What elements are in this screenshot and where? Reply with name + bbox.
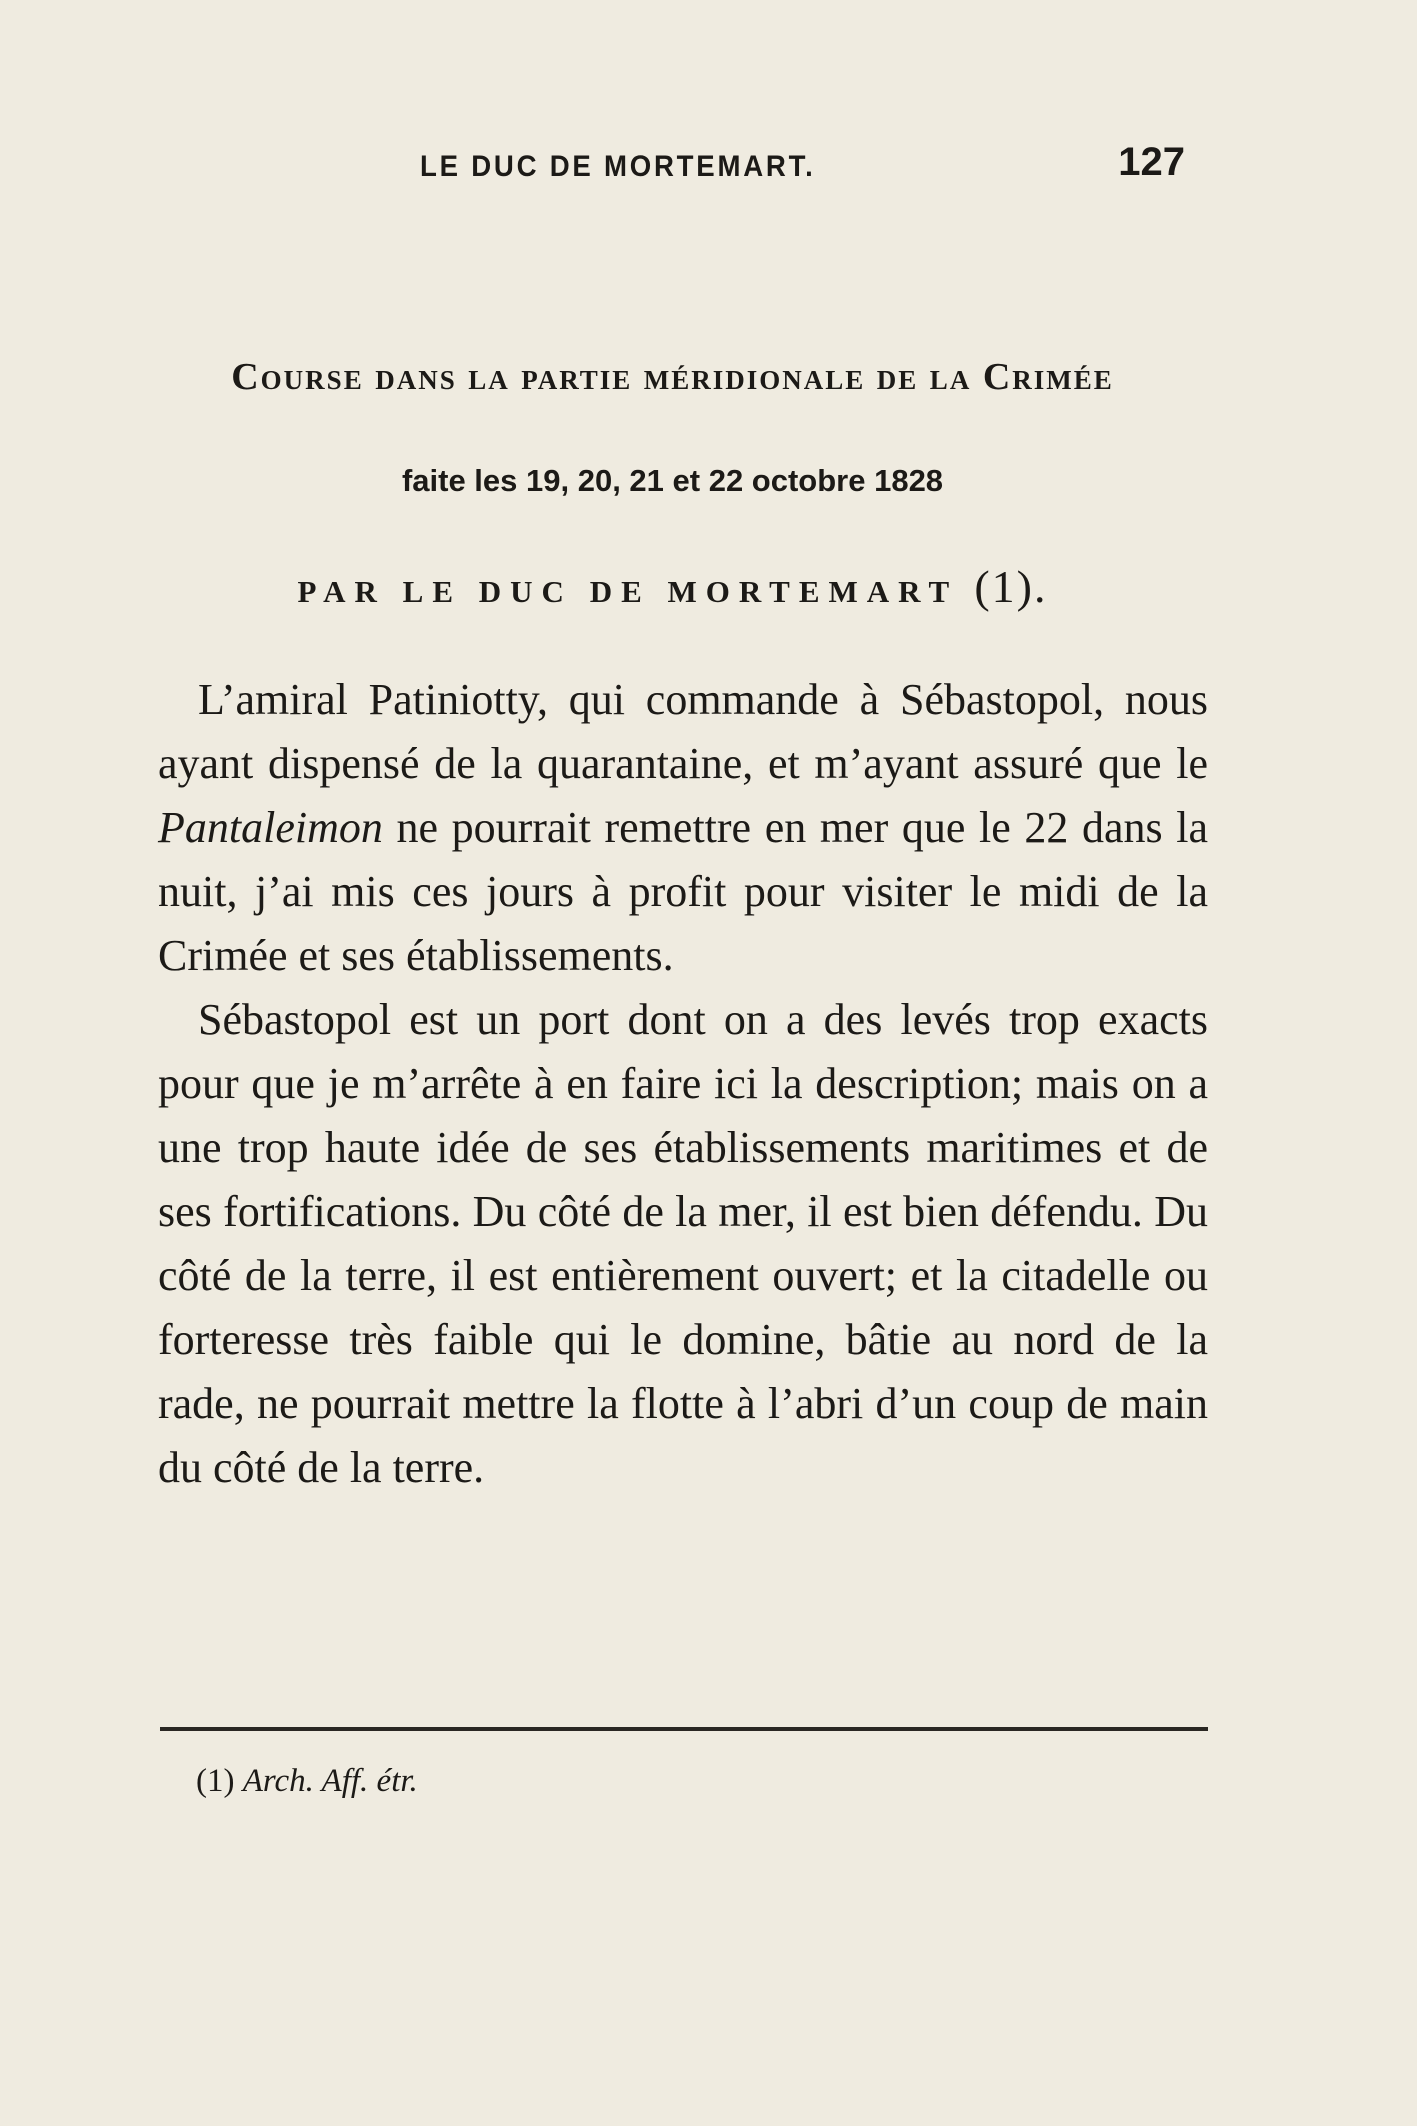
paragraph-1-start: L’amiral Patiniotty, qui commande à Sébastopol, nous ayant dispensé de la quarantaine, et m’ayant assuré que le	[158, 675, 1208, 788]
page-number: 127	[1118, 140, 1185, 184]
footnote-text: Arch. Aff. étr.	[242, 1763, 418, 1799]
paragraph-1-end: ne pourrait remettre en mer que le 22 dans la nuit, j’ai mis ces jours à profit pour visiter le midi de la Crimée et ses établissements.	[158, 803, 1208, 980]
footnote-rule	[160, 1727, 1208, 1731]
footnote-marker: (1)	[196, 1763, 235, 1799]
paragraph-1	[158, 668, 1208, 988]
running-head	[150, 140, 1185, 190]
paragraph-2: Sébastopol est un port dont on a des levés trop exacts pour que je m’arrête à en faire ici la description; mais on a une trop haute idée de ses établissements maritimes et de ses fortifications. Du côté de la mer, il est bien défendu. Du côté de la terre, il est entièrement ouvert; et la citadelle ou forteresse très faible qui le domine, bâtie au nord de la rade, ne pourrait mettre la flotte à l’abri d’un coup de main du côté de la terre.	[158, 995, 1208, 1492]
body-text	[158, 668, 1208, 1500]
byline	[150, 560, 1195, 613]
section-subtitle: faite les 19, 20, 21 et 22 octobre 1828	[401, 463, 944, 498]
byline-text: PAR LE DUC DE MORTEMART	[297, 574, 958, 609]
running-title: LE DUC DE MORTEMART.	[420, 150, 816, 183]
section-title: Course dans la partie méridionale de la Crimée	[231, 356, 1114, 398]
ship-name: Pantaleimon	[158, 803, 383, 852]
footnote	[196, 1763, 418, 1800]
footnote-reference: (1).	[974, 561, 1048, 612]
